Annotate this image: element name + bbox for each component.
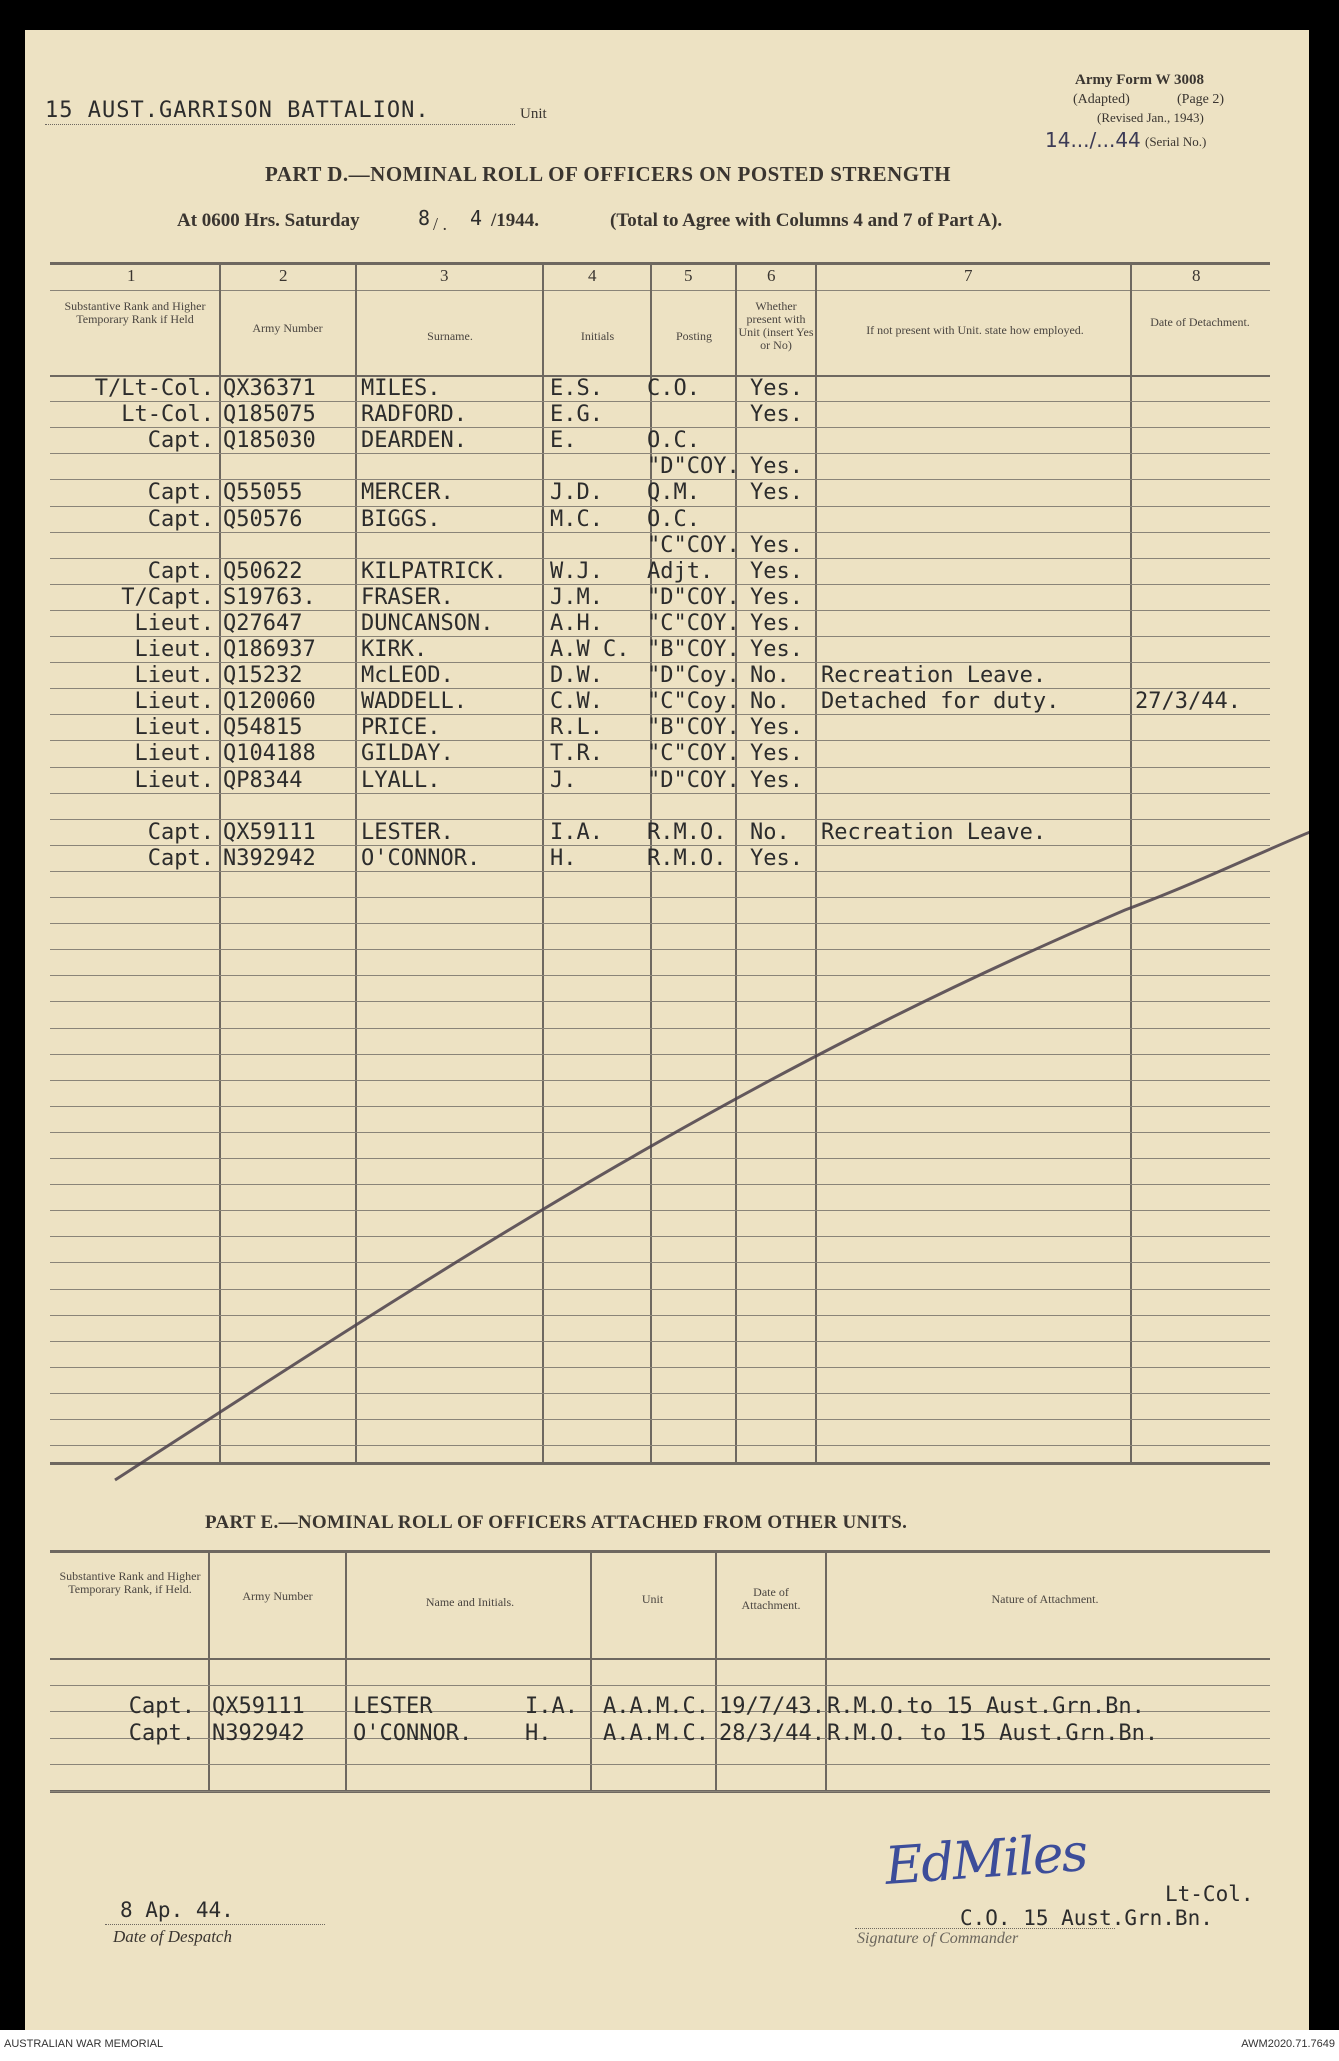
- cell-surname: KIRK.: [361, 637, 428, 662]
- cell-number: Q120060: [223, 689, 316, 715]
- commander-signature: EdMiles: [883, 1823, 1089, 1897]
- cell-nature: R.M.O. to 15 Aust.Grn.Bn.: [827, 1720, 1159, 1746]
- cell-rank: Lieut.: [134, 715, 214, 741]
- cell-number: Q186937: [223, 637, 316, 662]
- cell-initials: E.: [550, 428, 577, 454]
- cell-unit: A.A.M.C.: [603, 1720, 709, 1746]
- cell-number: N392942: [223, 845, 316, 871]
- cell-number: QP8344: [223, 767, 303, 793]
- date-day: 8: [418, 206, 431, 230]
- cell-initials: H.: [525, 1720, 552, 1746]
- cell-surname: DEARDEN.: [361, 428, 467, 454]
- cell-posting: O.C.: [647, 428, 700, 454]
- cell-posting: "D"COY.: [647, 584, 740, 610]
- cell-initials: H.: [550, 845, 577, 871]
- cell-rank: Capt.: [147, 506, 214, 532]
- e-header-nature: Nature of Attachment.: [991, 1592, 1099, 1606]
- cell-rank: Lieut.: [134, 767, 214, 793]
- e-header-name: Name and Initials.: [425, 1595, 515, 1609]
- cell-surname: MERCER.: [361, 480, 454, 506]
- e-header-date: Date of Attachment.: [741, 1585, 801, 1612]
- cell-surname: PRICE.: [361, 715, 441, 741]
- serial-label: (Serial No.): [1145, 134, 1207, 149]
- cell-posting: "D"COY.: [647, 454, 740, 480]
- ruled-line: [50, 1685, 1270, 1686]
- cell-surname: WADDELL.: [361, 689, 467, 715]
- form-revised: (Revised Jan., 1943): [1097, 110, 1204, 125]
- cell-number: QX36371: [223, 376, 316, 401]
- cell-present: No.: [750, 663, 790, 689]
- cell-present: Yes.: [750, 454, 803, 480]
- cell-surname: RADFORD.: [361, 402, 467, 428]
- despatch-underline: [105, 1924, 325, 1925]
- cell-initials: R.L.: [550, 715, 603, 741]
- column-number: 1: [127, 266, 136, 285]
- serial-no: 14.../...44: [1045, 128, 1141, 152]
- column-number: 4: [588, 266, 597, 285]
- part-d-title: PART D.—NOMINAL ROLL OF OFFICERS ON POSTED STRENGTH: [265, 162, 951, 186]
- cell-rank: Lieut.: [134, 741, 214, 767]
- cell-initials: W.J.: [550, 558, 603, 584]
- cell-posting: R.M.O.: [647, 819, 727, 845]
- cell-rank: Lieut.: [134, 637, 214, 662]
- cell-initials: D.W.: [550, 663, 603, 689]
- cell-number: QX59111: [223, 819, 316, 845]
- cell-rank: Lieut.: [134, 663, 214, 689]
- cell-rank: Lieut.: [134, 610, 214, 636]
- part-e-title: PART E.—NOMINAL ROLL OF OFFICERS ATTACHED FROM OTHER UNITS.: [205, 1512, 908, 1533]
- total-note: (Total to Agree with Columns 4 and 7 of Part A).: [610, 210, 1003, 231]
- cell-present: No.: [750, 819, 790, 845]
- cell-initials: A.H.: [550, 610, 603, 636]
- cell-date: 27/3/44.: [1135, 689, 1241, 715]
- cell-employed: Recreation Leave.: [821, 663, 1047, 689]
- table-row: [25, 1721, 1309, 1747]
- cell-number: Q185030: [223, 428, 316, 454]
- sign-title: C.O. 15 Aust.Grn.Bn.: [960, 1906, 1213, 1930]
- cell-number: N392942: [212, 1720, 305, 1746]
- e-header-rank: Substantive Rank and Higher Temporary Rank, if Held.: [59, 1569, 201, 1596]
- cell-name: O'CONNOR.: [353, 1720, 473, 1746]
- col-header-surname: Surname.: [427, 329, 473, 343]
- form-name: Army Form W 3008: [1075, 72, 1205, 88]
- e-header-number: Army Number: [242, 1589, 313, 1603]
- cell-rank: Capt.: [147, 819, 214, 845]
- cell-present: Yes.: [750, 480, 803, 506]
- cell-date: 19/7/43.: [719, 1694, 825, 1719]
- cell-initials: J.: [550, 767, 577, 793]
- cell-name: LESTER: [353, 1694, 433, 1719]
- cell-initials: M.C.: [550, 506, 603, 532]
- sign-rank: Lt-Col.: [1165, 1882, 1254, 1906]
- cell-number: Q55055: [223, 480, 303, 506]
- cell-unit: A.A.M.C.: [603, 1694, 709, 1719]
- unit-name: 15 AUST.GARRISON BATTALION.: [45, 98, 430, 123]
- cell-initials: T.R.: [550, 741, 603, 767]
- cell-posting: "D"COY.: [647, 767, 740, 793]
- cell-surname: O'CONNOR.: [361, 845, 481, 871]
- column-number: 6: [767, 266, 776, 285]
- date-dots: / .: [433, 214, 448, 234]
- date-month: 4: [470, 206, 483, 230]
- cell-surname: McLEOD.: [361, 663, 454, 689]
- ruled-line: [50, 1791, 1270, 1792]
- cell-present: Yes.: [750, 402, 803, 428]
- cell-present: Yes.: [750, 532, 803, 558]
- cell-initials: E.S.: [550, 376, 603, 401]
- despatch-label: Date of Despatch: [113, 1927, 232, 1946]
- cell-surname: DUNCANSON.: [361, 610, 494, 636]
- col-header-present: Whether present with Unit (insert Yes or No): [738, 299, 814, 352]
- ruled-line: [50, 1764, 1270, 1765]
- cell-initials: A.W C.: [550, 637, 630, 662]
- cell-date: 28/3/44.: [719, 1720, 825, 1746]
- col-header-number: Army Number: [252, 321, 323, 335]
- column-number: 8: [1192, 266, 1201, 285]
- cell-rank: T/Lt-Col.: [94, 376, 214, 401]
- cell-present: Yes.: [750, 767, 803, 793]
- cell-rank: T/Capt.: [121, 584, 214, 610]
- cell-surname: BIGGS.: [361, 506, 441, 532]
- cell-present: Yes.: [750, 845, 803, 871]
- signature-underline: [855, 1928, 1115, 1929]
- cell-number: Q54815: [223, 715, 303, 741]
- cell-initials: C.W.: [550, 689, 603, 715]
- archive-name: AUSTRALIAN WAR MEMORIAL: [4, 2038, 164, 2050]
- cell-present: Yes.: [750, 637, 803, 662]
- cell-posting: R.M.O.: [647, 845, 727, 871]
- cell-surname: LESTER.: [361, 819, 454, 845]
- despatch-date: 8 Ap. 44.: [120, 1898, 234, 1922]
- cell-rank: Capt.: [128, 1694, 195, 1719]
- col-header-rank: Substantive Rank and Higher Temporary Rank if Held: [64, 299, 206, 326]
- at-prefix: At 0600 Hrs. Saturday: [177, 210, 360, 231]
- cell-posting: "C"Coy.: [647, 689, 740, 715]
- cell-employed: Detached for duty.: [821, 689, 1060, 715]
- cell-number: Q27647: [223, 610, 303, 636]
- archive-bar: [0, 2030, 1339, 2061]
- cell-posting: "B"COY.: [647, 637, 740, 662]
- cell-number: Q50576: [223, 506, 303, 532]
- cell-rank: Capt.: [147, 558, 214, 584]
- archive-id: AWM2020.71.7649: [1241, 2038, 1335, 2050]
- unit-label: Unit: [520, 106, 547, 122]
- cell-rank: Lt-Col.: [121, 402, 214, 428]
- cell-posting: Q.M.: [647, 480, 700, 506]
- col-header-posting: Posting: [675, 329, 712, 343]
- cell-posting: O.C.: [647, 506, 700, 532]
- cell-number: S19763.: [223, 584, 316, 610]
- cell-present: Yes.: [750, 741, 803, 767]
- column-number: 5: [684, 266, 693, 285]
- cell-rank: Capt.: [147, 428, 214, 454]
- date-year: /1944.: [491, 210, 540, 231]
- cell-surname: MILES.: [361, 376, 441, 401]
- cell-rank: Capt.: [147, 480, 214, 506]
- table-row: [25, 1694, 1309, 1720]
- e-header-unit: Unit: [641, 1592, 664, 1606]
- form-page: (Page 2): [1177, 92, 1225, 107]
- column-number: 7: [964, 266, 973, 285]
- cell-rank: Capt.: [128, 1720, 195, 1746]
- cell-initials: J.M.: [550, 584, 603, 610]
- cell-posting: Adjt.: [647, 558, 714, 584]
- cell-number: Q50622: [223, 558, 303, 584]
- cell-posting: "C"COY.: [647, 532, 740, 558]
- cell-number: Q104188: [223, 741, 316, 767]
- cell-surname: LYALL.: [361, 767, 441, 793]
- cell-present: Yes.: [750, 610, 803, 636]
- cell-employed: Recreation Leave.: [821, 819, 1047, 845]
- form-adapted: (Adapted): [1073, 92, 1130, 107]
- cell-present: Yes.: [750, 715, 803, 741]
- cell-initials: I.A.: [550, 819, 603, 845]
- cell-present: No.: [750, 689, 790, 715]
- cell-posting: "C"COY.: [647, 610, 740, 636]
- cell-surname: KILPATRICK.: [361, 558, 507, 584]
- cell-initials: I.A.: [525, 1694, 578, 1719]
- cell-number: QX59111: [212, 1694, 305, 1719]
- col-header-initials: Initials: [580, 329, 615, 343]
- cell-present: Yes.: [750, 584, 803, 610]
- column-number: 3: [440, 266, 449, 285]
- cell-posting: "D"Coy.: [647, 663, 740, 689]
- cell-present: Yes.: [750, 558, 803, 584]
- cell-number: Q15232: [223, 663, 303, 689]
- col-header-employed: If not present with Unit. state how employed.: [866, 323, 1084, 337]
- cell-posting: "C"COY.: [647, 741, 740, 767]
- signature-label: Signature of Commander: [857, 1930, 1019, 1947]
- cell-posting: C.O.: [647, 376, 700, 401]
- cell-initials: J.D.: [550, 480, 603, 506]
- cell-number: Q185075: [223, 402, 316, 428]
- cell-initials: E.G.: [550, 402, 603, 428]
- form-page: [25, 30, 1309, 2030]
- cell-nature: R.M.O.to 15 Aust.Grn.Bn.: [827, 1694, 1145, 1719]
- cell-surname: GILDAY.: [361, 741, 454, 767]
- cell-posting: "B"COY.: [647, 715, 740, 741]
- col-header-date: Date of Detachment.: [1150, 315, 1250, 329]
- cell-rank: Capt.: [147, 845, 214, 871]
- column-number: 2: [279, 266, 288, 285]
- cell-present: Yes.: [750, 376, 803, 401]
- cell-rank: Lieut.: [134, 689, 214, 715]
- cell-surname: FRASER.: [361, 584, 454, 610]
